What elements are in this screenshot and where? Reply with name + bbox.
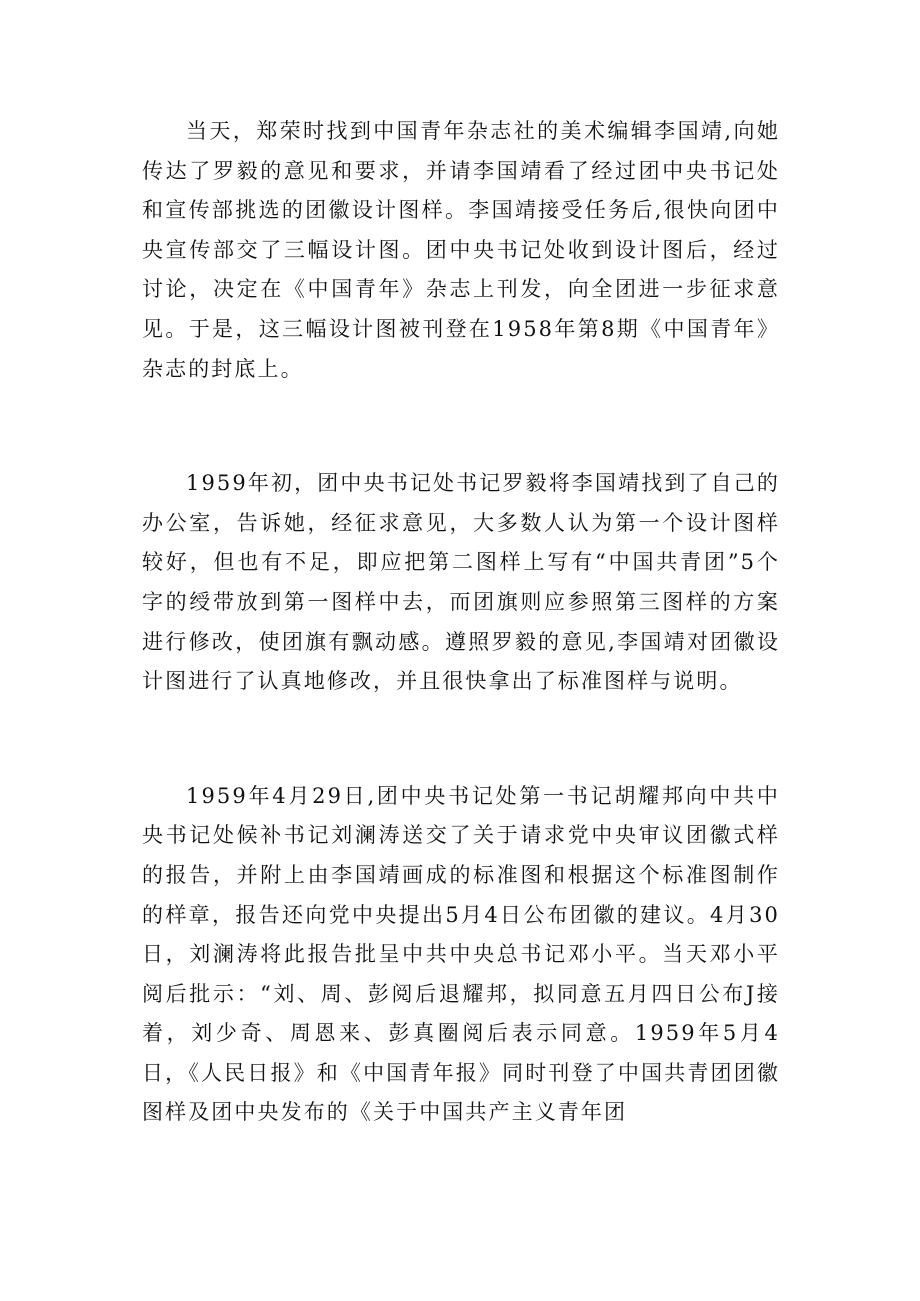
paragraph-3: 1959年4月29日,团中央书记处第一书记胡耀邦向中共中央书记处候补书记刘澜涛送交了关于请求党中央审议团徽式样的报告，并附上由李国靖画成的标准图和根据这个标准图制作的样章，报告还向党中央提出5月4日公布团徽的建议。4月30日，刘澜涛将此报告批呈中共中央总书记邓小平。当天邓小平阅后批示：“刘、周、彭阅后退耀邦，拟同意五月四日公布J接着，刘少奇、周恩来、彭真圈阅后表示同意。1959年5月4日，《人民日报》和《中国青年报》同时刊登了中国共青团团徽图样及团中央发布的《关于中国共产主义青年团	[142, 783, 780, 1125]
paragraph-2: 1959年初，团中央书记处书记罗毅将李国靖找到了自己的办公室，告诉她，经征求意见，大多数人认为第一个设计图样较好，但也有不足，即应把第二图样上写有“中国共青团”5个字的绶带放到第一图样中去，而团旗则应参照第三图样的方案进行修改，使团旗有飘动感。遵照罗毅的意见,李国靖对团徽设计图进行了认真地修改，并且很快拿出了标准图样与说明。	[142, 471, 780, 694]
paragraph-1: 当天，郑荣时找到中国青年杂志社的美术编辑李国靖,向她传达了罗毅的意见和要求，并请李国靖看了经过团中央书记处和宣传部挑选的团徽设计图样。李国靖接受任务后,很快向团中央宣传部交了三幅设计图。团中央书记处收到设计图后，经过讨论，决定在《中国青年》杂志上刊发，向全团进一步征求意见。于是，这三幅设计图被刊登在1958年第8期《中国青年》杂志的封底上。	[142, 119, 780, 381]
